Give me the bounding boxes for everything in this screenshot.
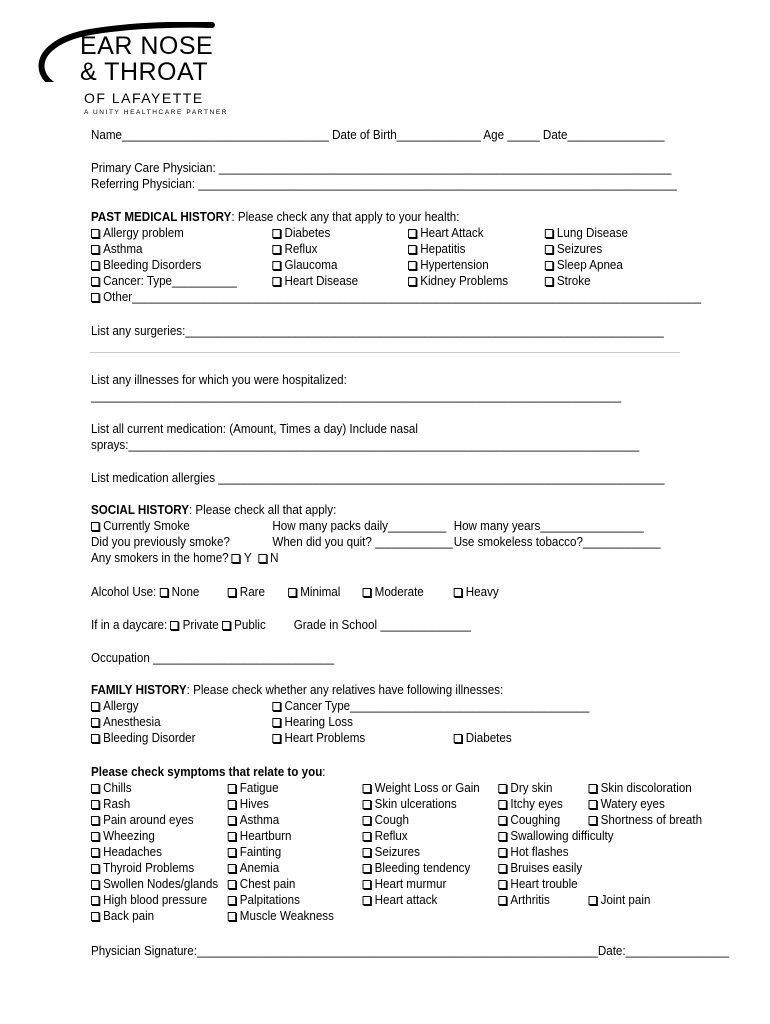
symptom-rash[interactable]: Rash [91,796,130,812]
checkbox-icon[interactable] [91,848,99,857]
checkbox-icon[interactable] [498,816,506,825]
alcohol-row [91,584,686,602]
pmh-checklist [91,225,702,309]
family-hearing-loss[interactable]: Hearing Loss [272,714,353,730]
daycare-public: Public [234,618,266,632]
pmh-item-bleeding[interactable]: Bleeding Disorders [91,257,201,273]
checkbox-icon[interactable] [363,832,371,841]
checkbox-icon[interactable] [222,621,230,630]
checkbox-icon[interactable] [498,832,506,841]
signature-date-label: Date: [597,944,626,958]
checkbox-icon[interactable] [454,588,462,597]
pmh-item-heart-disease[interactable]: Heart Disease [272,273,358,289]
symptoms-heading: Please check symptoms that relate to you: [91,765,326,779]
surgeries-extra-line[interactable] [90,352,680,353]
daycare-row [91,617,686,635]
checkbox-icon[interactable] [408,245,416,254]
referring-physician-field[interactable]: __________________________________________________________________________ [198,177,677,191]
pmh-item-kidney[interactable]: Kidney Problems [408,273,508,289]
symptom-asthma[interactable]: Asthma [228,812,280,828]
quit-date-field[interactable]: When did you quit? ____________ [272,535,453,549]
practice-logo [30,22,260,122]
checkbox-icon[interactable] [91,718,99,727]
symptom-bleeding-tendency[interactable]: Bleeding tendency [363,860,471,876]
checkbox-icon[interactable] [91,832,99,841]
checkbox-icon[interactable] [272,261,280,270]
symptom-joint-pain[interactable]: Joint pain [589,892,651,908]
checkbox-icon[interactable] [363,784,371,793]
age-field[interactable]: _____ [507,128,540,142]
checkbox-icon[interactable] [91,261,99,270]
pmh-item-seizures[interactable]: Seizures [545,241,602,257]
symptom-chest-pain[interactable]: Chest pain [228,876,296,892]
date-field[interactable]: _______________ [567,128,665,142]
packs-daily-field[interactable]: How many packs daily_________ [272,519,447,533]
family-heart[interactable]: Heart Problems [272,730,365,746]
symptom-chills[interactable]: Chills [91,780,132,796]
social-heading-title: SOCIAL HISTORY [91,503,189,517]
pmh-item-asthma[interactable]: Asthma [91,241,143,257]
checkbox-icon[interactable] [408,277,416,286]
checkbox-icon[interactable] [272,277,280,286]
symptoms-checklist [91,780,733,930]
family-bleeding[interactable]: Bleeding Disorder [91,730,195,746]
allergies-label: List medication allergies [91,471,216,485]
symptom-fatigue[interactable]: Fatigue [228,780,279,796]
symptom-pain-eyes[interactable]: Pain around eyes [91,812,194,828]
primary-physician-field[interactable]: ______________________________________________________________________ [218,161,672,175]
checkbox-icon[interactable] [91,522,99,531]
pmh-item-reflux[interactable]: Reflux [272,241,317,257]
checkbox-icon[interactable] [91,880,99,889]
family-cancer[interactable]: Cancer Type_____________________________________ [272,698,589,714]
occupation-field[interactable]: ____________________________ [153,651,335,665]
checkbox-icon[interactable] [408,229,416,238]
symptom-itchy-eyes[interactable]: Itchy eyes [498,796,562,812]
checkbox-icon[interactable] [91,912,99,921]
checkbox-icon[interactable] [91,229,99,238]
symptom-headaches[interactable]: Headaches [91,844,162,860]
pmh-item-cancer[interactable]: Cancer: Type__________ [91,273,237,289]
checkbox-icon[interactable] [545,245,553,254]
daycare-label: If in a daycare: [91,618,168,632]
symptom-heart-attack[interactable]: Heart attack [363,892,438,908]
pmh-instruction: : Please check any that apply to your health: [231,210,460,224]
checkbox-icon[interactable] [545,277,553,286]
checkbox-icon[interactable] [160,588,168,597]
alcohol-heavy-option[interactable]: Heavy [454,584,499,600]
checkbox-icon[interactable] [363,588,371,597]
symptom-muscle-weakness[interactable]: Muscle Weakness [228,908,334,924]
checkbox-icon[interactable] [91,864,99,873]
pmh-item-glaucoma[interactable]: Glaucoma [272,257,337,273]
checkbox-icon[interactable] [545,229,553,238]
hospitalized-field[interactable]: __________________________________________________________________________________ [91,389,622,403]
checkbox-icon[interactable] [454,734,462,743]
checkbox-icon[interactable] [171,621,179,630]
symptom-anemia[interactable]: Anemia [228,860,280,876]
symptom-heart-trouble[interactable]: Heart trouble [498,876,577,892]
surgeries-label: List any surgeries: [91,324,186,338]
medication-label-sprays: sprays: [91,438,129,452]
symptom-bruises[interactable]: Bruises easily [498,860,582,876]
grade-in-school-field[interactable]: Grade in School ______________ [293,618,471,632]
checkbox-icon[interactable] [228,800,236,809]
checkbox-icon[interactable] [228,588,236,597]
pmh-item-other[interactable]: Other________________________________________________________________________________________ [91,289,701,305]
symptom-heart-murmur[interactable]: Heart murmur [363,876,447,892]
checkbox-icon[interactable] [272,229,280,238]
checkbox-icon[interactable] [589,800,597,809]
checkbox-icon[interactable] [288,588,296,597]
symptom-swollen-nodes[interactable]: Swollen Nodes/glands [91,876,218,892]
medication-row [91,437,639,453]
checkbox-icon[interactable] [408,261,416,270]
dob-field[interactable]: _____________ [396,128,481,142]
symptom-thyroid[interactable]: Thyroid Problems [91,860,194,876]
checkbox-icon[interactable] [498,880,506,889]
symptom-hives[interactable]: Hives [228,796,269,812]
checkbox-icon[interactable] [498,864,506,873]
medication-field[interactable]: _______________________________________________________________________________ [128,438,640,452]
pmh-item-lung[interactable]: Lung Disease [545,225,628,241]
logo-line-ear-nose: EAR NOSE [80,32,214,60]
referring-physician-label: Referring Physician: [91,177,196,191]
checkbox-icon[interactable] [91,734,99,743]
pmh-heading-title: PAST MEDICAL HISTORY [91,210,232,224]
family-allergy[interactable]: Allergy [91,698,139,714]
family-diabetes[interactable]: Diabetes [454,730,512,746]
symptom-shortness-breath[interactable]: Shortness of breath [589,812,703,828]
medication-label: List all current medication: (Amount, Times a day) Include nasal [91,422,418,436]
checkbox-icon[interactable] [91,245,99,254]
daycare-private: Private [182,618,219,632]
primary-physician-row [91,160,672,176]
date-label: Date [542,128,568,142]
alcohol-none: None [171,585,200,599]
alcohol-rare-option[interactable]: Rare [228,584,265,600]
symptom-coughing[interactable]: Coughing [498,812,560,828]
checkbox-icon[interactable] [228,784,236,793]
checkbox-icon[interactable] [498,848,506,857]
checkbox-icon[interactable] [272,718,280,727]
checkbox-icon[interactable] [228,816,236,825]
referring-physician-row [91,176,677,192]
symptom-palpitations[interactable]: Palpitations [228,892,300,908]
surgeries-field[interactable]: __________________________________________________________________________ [185,324,664,338]
family-instruction: : Please check whether any relatives have following illnesses: [186,683,504,697]
occupation-row [91,650,334,666]
smokeless-tobacco-field[interactable]: Use smokeless tobacco?____________ [453,535,661,549]
checkbox-icon[interactable] [228,880,236,889]
pmh-item-stroke[interactable]: Stroke [545,273,591,289]
checkbox-icon[interactable] [272,245,280,254]
primary-physician-label: Primary Care Physician: [91,161,216,175]
checkbox-icon[interactable] [498,896,506,905]
checkbox-icon[interactable] [545,261,553,270]
checkbox-icon[interactable] [228,848,236,857]
checkbox-icon[interactable] [272,702,280,711]
checkbox-icon[interactable] [589,896,597,905]
checkbox-icon[interactable] [232,554,240,563]
checkbox-icon[interactable] [91,800,99,809]
symptom-swallowing[interactable]: Swallowing difficulty [498,828,613,844]
checkbox-icon[interactable] [91,816,99,825]
symptom-heartburn[interactable]: Heartburn [228,828,292,844]
signature-date-field[interactable]: ________________ [625,944,730,958]
symptom-wheezing[interactable]: Wheezing [91,828,155,844]
family-anesthesia[interactable]: Anesthesia [91,714,161,730]
checkbox-icon[interactable] [228,864,236,873]
smokers-yes-label: Y [243,551,252,565]
signature-row [91,943,729,959]
smoking-years-field[interactable]: How many years________________ [453,519,644,533]
symptom-back-pain[interactable]: Back pain [91,908,154,924]
social-details [91,518,686,568]
symptom-cough[interactable]: Cough [363,812,409,828]
symptom-dry-skin[interactable]: Dry skin [498,780,552,796]
checkbox-icon[interactable] [272,734,280,743]
pmh-item-hypertension[interactable]: Hypertension [408,257,489,273]
checkbox-icon[interactable] [91,784,99,793]
family-heading [91,682,503,698]
smokers-no-label: N [270,551,279,565]
alcohol-minimal-option[interactable]: Minimal [288,584,340,600]
checkbox-icon[interactable] [91,702,99,711]
checkbox-icon[interactable] [363,848,371,857]
social-instruction: : Please check all that apply: [188,503,337,517]
checkbox-icon[interactable] [363,864,371,873]
checkbox-icon[interactable] [228,912,236,921]
checkbox-icon[interactable] [363,800,371,809]
smokers-home-row [91,550,278,566]
checkbox-icon[interactable] [363,896,371,905]
checkbox-icon[interactable] [589,784,597,793]
symptom-weight[interactable]: Weight Loss or Gain [363,780,480,796]
hospitalized-label: List any illnesses for which you were hospitalized: [91,373,347,387]
daycare-options [91,617,266,633]
checkbox-icon[interactable] [258,554,266,563]
checkbox-icon[interactable] [228,896,236,905]
checkbox-icon[interactable] [91,293,99,302]
pmh-heading [91,209,460,225]
allergies-field[interactable]: _____________________________________________________________________ [218,471,665,485]
logo-line-throat: & THROAT [80,58,209,86]
dob-label: Date of Birth [332,128,397,142]
logo-tagline: A UNITY HEALTHCARE PARTNER [84,109,229,116]
pmh-item-allergy[interactable]: Allergy problem [91,225,184,241]
previously-smoke-label: Did you previously smoke? [91,535,230,549]
currently-smoke-option[interactable]: Currently Smoke [91,518,190,534]
checkbox-icon[interactable] [363,816,371,825]
pmh-item-heart-attack[interactable]: Heart Attack [408,225,483,241]
family-heading-title: FAMILY HISTORY [91,683,187,697]
symptom-skin-discoloration[interactable]: Skin discoloration [589,780,692,796]
symptom-skin-ulcerations[interactable]: Skin ulcerations [363,796,457,812]
symptom-watery-eyes[interactable]: Watery eyes [589,796,665,812]
checkbox-icon[interactable] [91,277,99,286]
symptoms-heading-title: Please check symptoms that relate to you [91,765,323,779]
symptom-fainting[interactable]: Fainting [228,844,281,860]
surgeries-row [91,323,664,339]
patient-info-row [91,127,664,143]
checkbox-icon[interactable] [91,896,99,905]
alcohol-label: Alcohol Use: None [91,585,200,599]
checkbox-icon[interactable] [363,880,371,889]
smokers-home-label: Any smokers in the home? [91,551,229,565]
allergies-row [91,470,664,486]
logo-line-lafayette: OF LAFAYETTE [84,90,204,106]
alcohol-moderate-option[interactable]: Moderate [363,584,424,600]
name-label: Name [91,128,123,142]
signature-label: Physician Signature: [91,944,197,958]
name-field[interactable]: ________________________________ [122,128,329,142]
pmh-item-diabetes[interactable]: Diabetes [272,225,330,241]
symptom-high-bp[interactable]: High blood pressure [91,892,207,908]
age-label: Age [483,128,505,142]
checkbox-icon[interactable] [228,832,236,841]
pmh-item-sleep-apnea[interactable]: Sleep Apnea [545,257,623,273]
checkbox-icon[interactable] [498,784,506,793]
symptom-hot-flashes[interactable]: Hot flashes [498,844,568,860]
symptom-seizures[interactable]: Seizures [363,844,420,860]
symptom-reflux[interactable]: Reflux [363,828,408,844]
family-checklist [91,698,686,748]
occupation-label: Occupation [91,651,150,665]
checkbox-icon[interactable] [589,816,597,825]
pmh-item-hepatitis[interactable]: Hepatitis [408,241,465,257]
signature-field[interactable]: ______________________________________________________________ [196,944,598,958]
symptom-arthritis[interactable]: Arthritis [498,892,549,908]
social-heading [91,502,336,518]
checkbox-icon[interactable] [498,800,506,809]
